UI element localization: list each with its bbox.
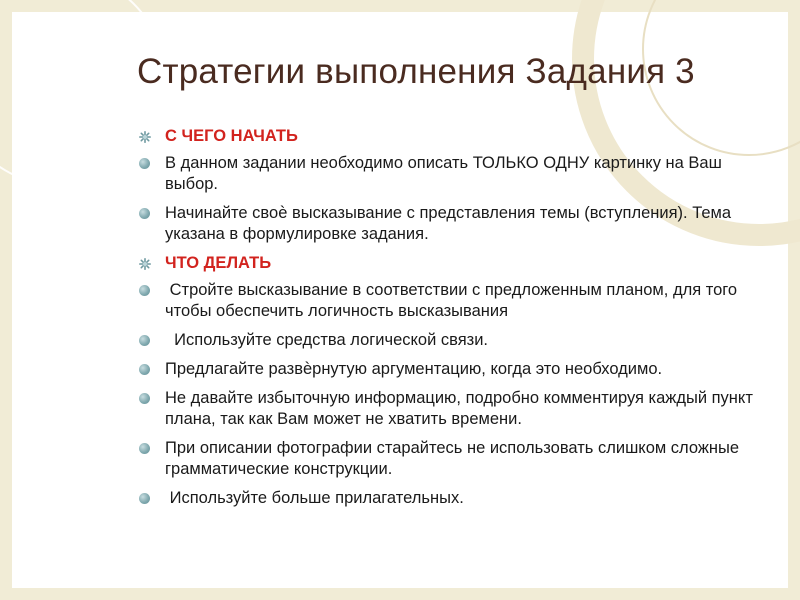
list-item-text: При описании фотографии старайтесь не использовать слишком сложные грамматические конструкции. <box>165 439 744 478</box>
star-bullet-icon <box>139 131 150 142</box>
dot-bullet-icon <box>139 208 150 219</box>
list-item <box>137 203 777 245</box>
list-item <box>137 359 777 380</box>
list-item-text: Стройте высказывание в соответствии с предложенным планом, для того чтобы обеспечить логичность высказывания <box>165 281 742 320</box>
dot-bullet-icon <box>139 335 150 346</box>
dot-bullet-icon <box>139 364 150 375</box>
section-heading-text: ЧТО ДЕЛАТЬ <box>165 254 272 272</box>
list-item <box>137 153 777 195</box>
dot-bullet-icon <box>139 493 150 504</box>
dot-bullet-icon <box>139 393 150 404</box>
list-item-text: Не давайте избыточную информацию, подробно комментируя каждый пункт плана, так как Вам может не хватить времени. <box>165 389 758 428</box>
section-heading <box>137 253 777 274</box>
list-item-text: Предлагайте развѐрнутую аргументацию, когда это необходимо. <box>165 360 663 378</box>
list-item <box>137 280 777 322</box>
section-heading-text: С ЧЕГО НАЧАТЬ <box>165 127 298 145</box>
list-item-text: В данном задании необходимо описать ТОЛЬКО ОДНУ картинку на Ваш выбор. <box>165 154 727 193</box>
bullet-list <box>137 126 777 517</box>
dot-bullet-icon <box>139 443 150 454</box>
list-item <box>137 438 777 480</box>
section-heading <box>137 126 777 147</box>
list-item <box>137 388 777 430</box>
slide-title: Стратегии выполнения Задания 3 <box>137 52 695 91</box>
list-item <box>137 488 777 509</box>
list-item-text: Используйте больше прилагательных. <box>165 489 464 507</box>
list-item <box>137 330 777 351</box>
list-item-text: Начинайте своѐ высказывание с представления темы (вступления). Тема указана в формулировке задания. <box>165 204 736 243</box>
dot-bullet-icon <box>139 158 150 169</box>
list-item-text: Используйте средства логической связи. <box>165 331 489 349</box>
dot-bullet-icon <box>139 285 150 296</box>
star-bullet-icon <box>139 258 150 269</box>
